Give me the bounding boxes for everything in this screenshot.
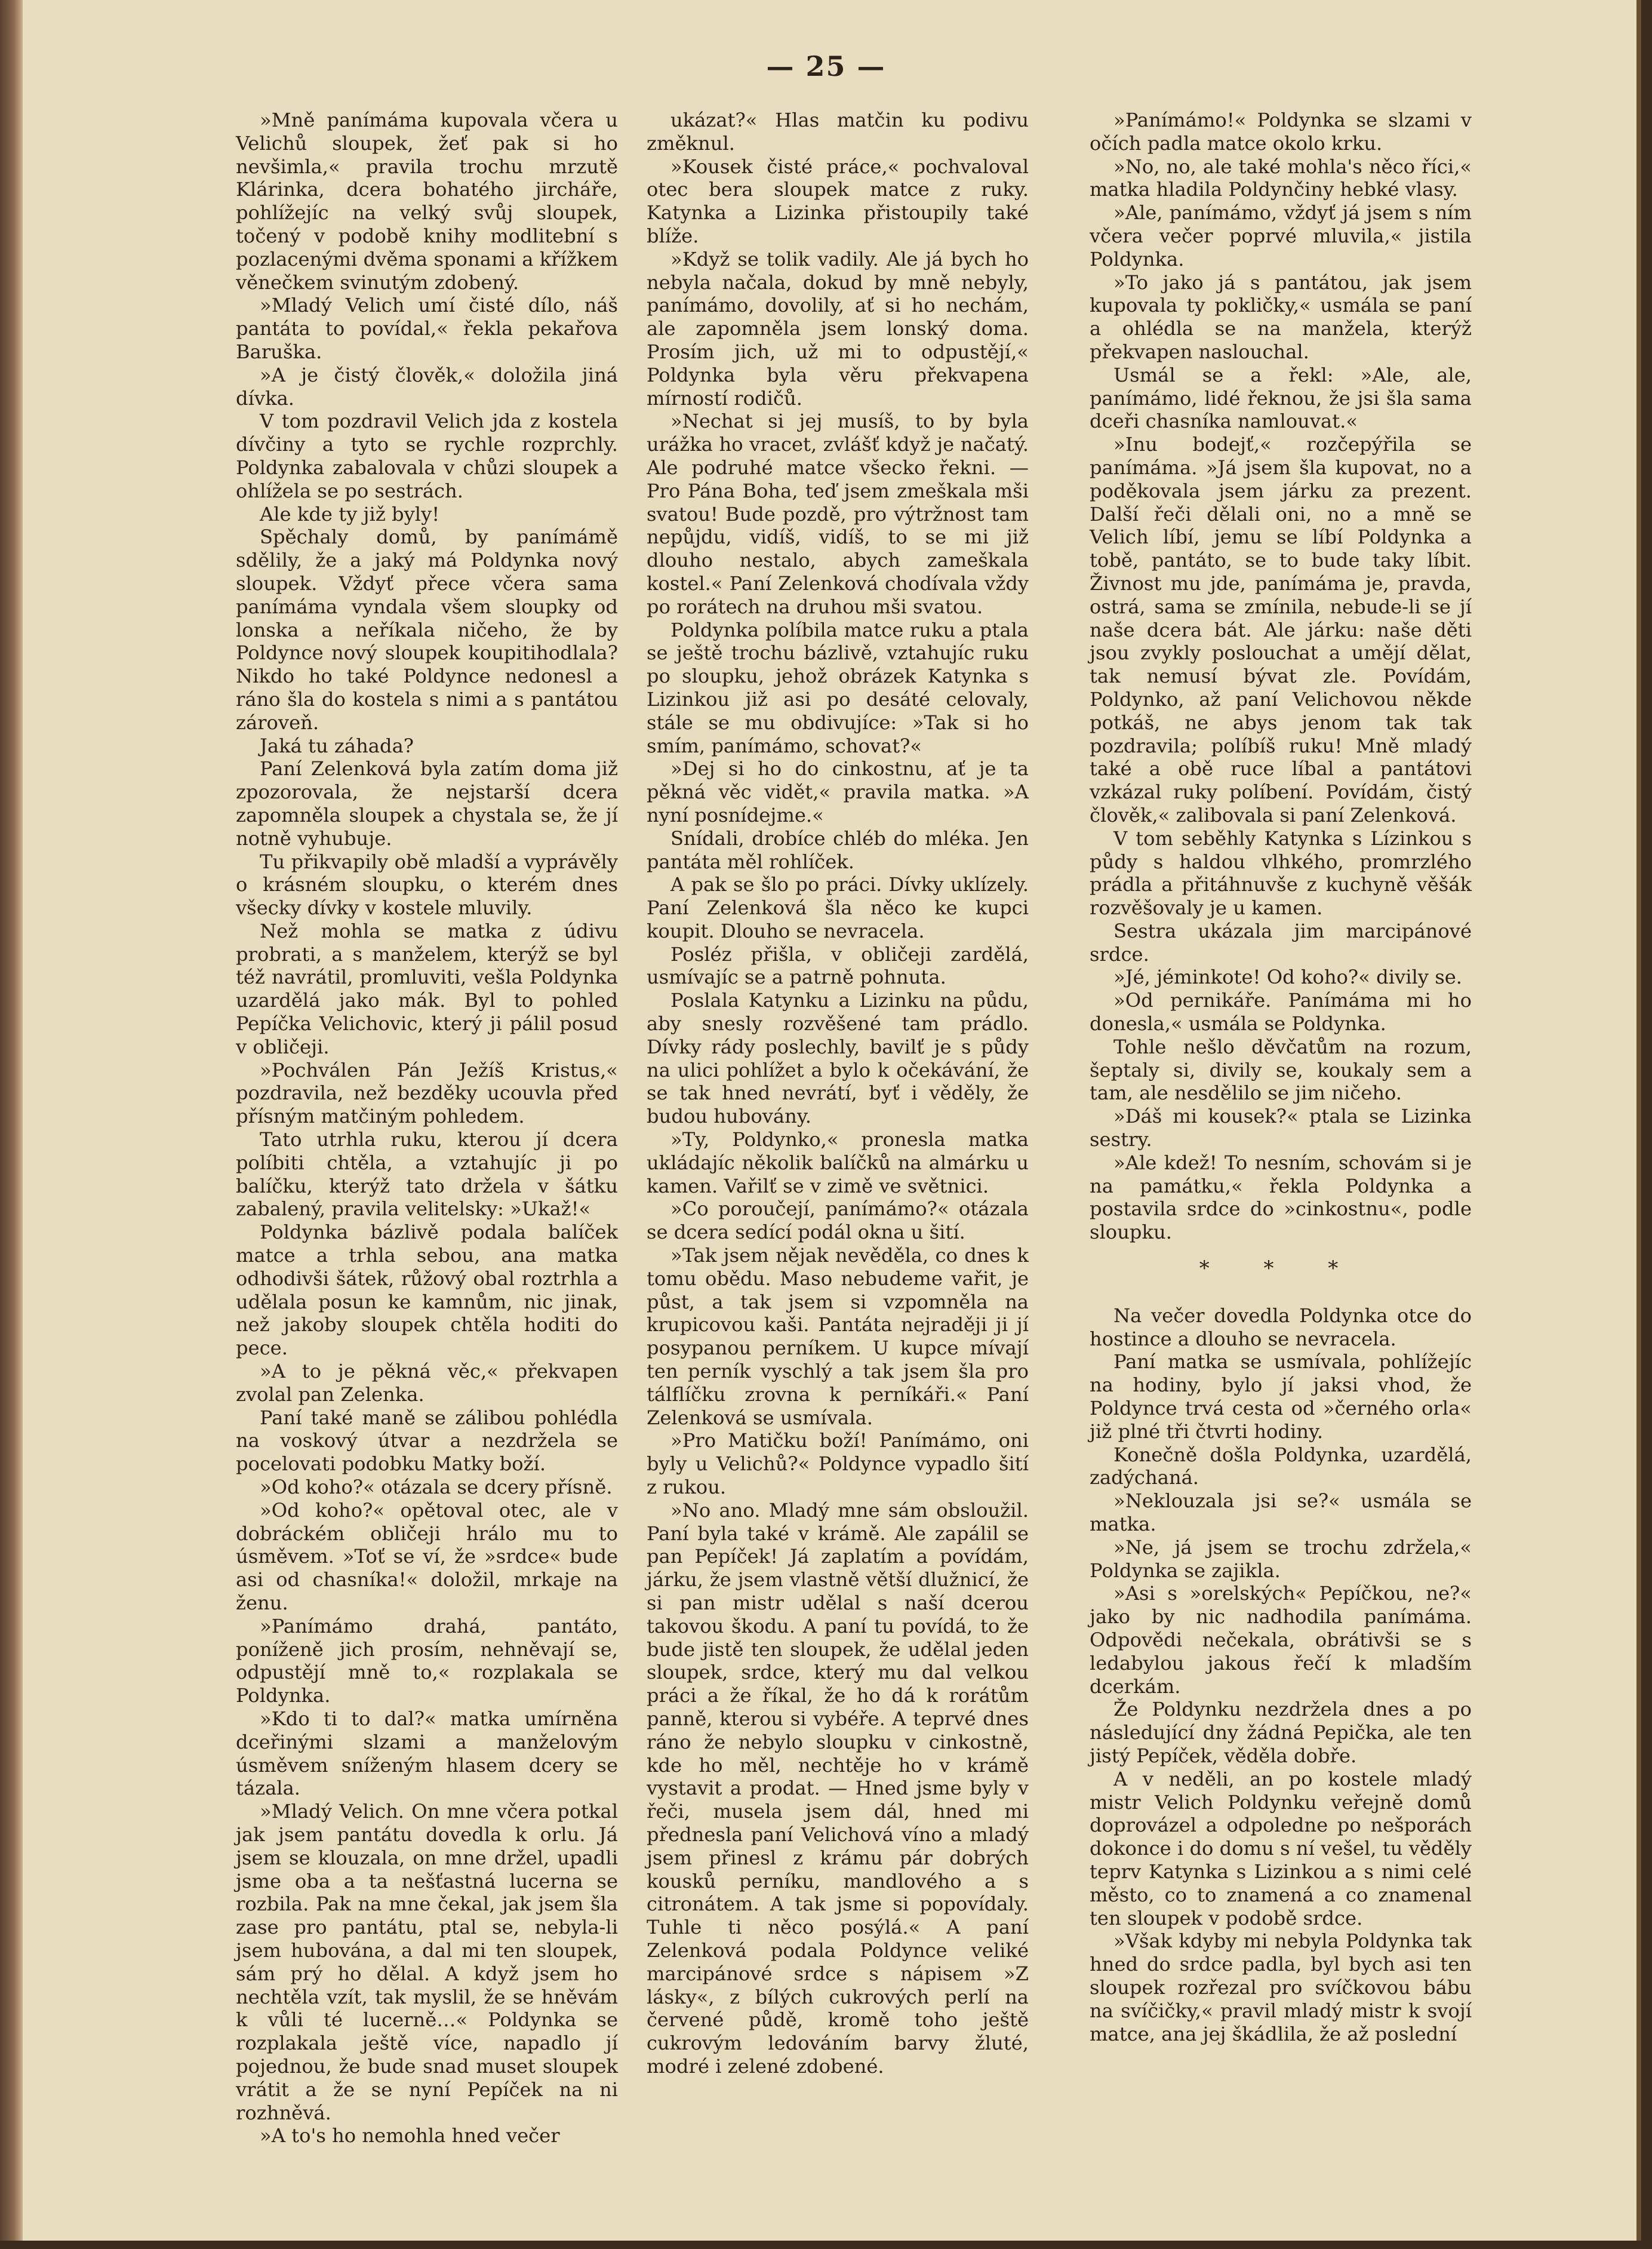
paragraph: Paní Zelenková byla zatím doma již zpozorovala, že nejstarší dcera zapomněla sloupek a chystala se, že jí notně vyhubuje. — [236, 757, 618, 850]
book-binding — [0, 0, 23, 2249]
paragraph: »Neklouzala jsi se?« usmála se matka. — [1090, 1489, 1472, 1536]
paragraph: Paní také maně se zálibou pohlédla na voskový útvar a nezdržela se pocelovati podobku Matky boží. — [236, 1406, 618, 1476]
paragraph: »Ale kdež! To nesním, schovám si je na památku,« řekla Poldynka a postavila srdce do »cinkostnu«, podle sloupku. — [1090, 1151, 1472, 1244]
paragraph: »Co poroučejí, panímámo?« otázala se dcera sedící podál okna u šití. — [647, 1197, 1029, 1244]
paragraph: »No, no, ale také mohla's něco říci,« matka hladila Poldynčiny hebké vlasy. — [1090, 155, 1472, 201]
paragraph: »A to's ho nemohla hned večer — [260, 2124, 560, 2147]
text-column-2 — [647, 109, 1029, 2078]
paragraph: Posléz přišla, v obličeji zardělá, usmívajíc se a patrně pohnuta. — [647, 942, 1029, 989]
paragraph: Ale kde ty již byly! — [260, 502, 440, 526]
paragraph: Poldynka políbila matce ruku a ptala se ještě trochu bázlivě, vztahujíc ruku po sloupku, jehož obrázek Katynka s Lizinkou již asi po desáté celovaly, stále se mu obdivujíce: »Tak si ho smím, panímámo, schovat?« — [647, 618, 1029, 757]
paragraph: »Inu bodejť,« rozčepýřila se panímáma. »Já jsem šla kupovat, no a poděkovala jsem járku za prezent. Další řeči dělali oni, no a mně se Velich líbí, jemu se líbí Poldynka a tobě, pantáto, se to bude taky líbit. Živnost mu jde, panímáma je, pravda, ostrá, sama se zmínila, nebude-li se jí naše dcera bát. Ale járku: naše děti jsou zvykly poslouchat a umějí dělat, tak nemusí bývat zle. Povídám, Poldynko, až paní Velichovou někde potkáš, ne abys jenom tak tak pozdravila; políbíš ruku! Mně mladý také a obě ruce líbal a pantátovi vzkázal ruky políbení. Povídám, čistý člověk,« zalibovala si paní Zelenková. — [1090, 433, 1472, 827]
paragraph: »Dáš mi kousek?« ptala se Lizinka sestry. — [1090, 1105, 1472, 1151]
page-number: — 25 — — [766, 50, 886, 82]
paragraph: »To jako já s pantátou, jak jsem kupovala ty pokličky,« usmála se paní a ohlédla se na manžela, kterýž překvapen naslouchal. — [1090, 271, 1472, 363]
paragraph: Sestra ukázala jim marcipánové srdce. — [1090, 919, 1472, 966]
paragraph: »Však kdyby mi nebyla Poldynka tak hned do srdce padla, byl bych asi ten sloupek rozřezal pro svíčkovou bábu na svíčičky,« pravil mladý mistr k svojí matce, ana jej škádlila, že až poslední — [1090, 1930, 1472, 2045]
paragraph: A pak se šlo po práci. Dívky uklízely. Paní Zelenková šla něco ke kupci koupit. Dlouho se nevracela. — [647, 873, 1029, 942]
paragraph: »Pochválen Pán Ježíš Kristus,« pozdravila, než bezděky ucouvla před přísným matčiným pohledem. — [236, 1058, 618, 1128]
paragraph: »Tak jsem nějak nevěděla, co dnes k tomu obědu. Maso nebudeme vařit, je půst, a tak jsem si vzpomněla na krupicovou kaši. Pantáta nejraději ji jí posypanou perníkem. U kupce mívají ten perník vyschlý a tak jsem šla pro tálflíčku zrovna k perníkáři.« Paní Zelenková se usmívala. — [647, 1244, 1029, 1429]
paragraph: Poslala Katynku a Lizinku na půdu, aby snesly rozvěšené tam prádlo. Dívky rády poslechly, bavilť je s půdy na ulici pohlížet a bylo k očekávání, že se tak hned nevrátí, byť i věděly, že budou hubovány. — [647, 989, 1029, 1128]
paragraph: ukázat?« Hlas matčin ku podivu změknul. — [647, 109, 1029, 155]
paragraph: Tu přikvapily obě mladší a vyprávěly o krásném sloupku, o kterém dnes všecky dívky v kostele mluvily. — [236, 850, 618, 920]
text-column-3 — [1090, 109, 1472, 2045]
paragraph: Na večer dovedla Poldynka otce do hostince a dlouho se nevracela. — [1090, 1304, 1472, 1350]
paragraph: »Pro Matičku boží! Panímámo, oni byly u Velichů?« Poldynce vypadlo šití z rukou. — [647, 1429, 1029, 1499]
paragraph: »Nechat si jej musíš, to by byla urážka ho vracet, zvlášť když je načatý. Ale podruhé matce všecko řekni. — Pro Pána Boha, teď jsem zmeškala mši svatou! Bude pozdě, pro výtržnost tam nepůjdu, vidíš, vidíš, to se mi již dlouho nestalo, abych zameškala kostel.« Paní Zelenková chodívala vždy po rorátech na druhou mši svatou. — [647, 410, 1029, 618]
paragraph: »Mladý Velich umí čisté dílo, náš pantáta to povídal,« řekla pekařova Baruška. — [236, 294, 618, 363]
paragraph: »Ne, já jsem se trochu zdržela,« Poldynka se zajikla. — [1090, 1535, 1472, 1582]
paragraph: Jaká tu záhada? — [260, 734, 414, 757]
right-frame — [1641, 0, 1652, 2249]
section-separator: * * * — [1199, 1256, 1362, 1281]
paragraph: »Od koho?« otázala se dcery přísně. — [260, 1476, 613, 1499]
text-column-1 — [236, 109, 618, 2147]
column-3-after-break — [1090, 1304, 1472, 2046]
paragraph: A v neděli, an po kostele mladý mistr Velich Poldynku veřejně domů doprovázel a odpoledne po nešporách dokonce i do domu s ní vešel, tu věděly teprv Katynka s Lizinkou a s nimi celé město, co to znamená a co znamenal ten sloupek v podobě srdce. — [1090, 1767, 1472, 1930]
right-edge-shadow — [1636, 0, 1641, 2249]
paragraph: Poldynka bázlivě podala balíček matce a trhla sebou, ana matka odhodivši šátek, růžový obal roztrhla a udělala posun ke kamnům, nic jinak, než jakoby sloupek chtěla hoditi do pece. — [236, 1221, 618, 1360]
paragraph: »Kousek čisté práce,« pochvaloval otec bera sloupek matce z ruky. Katynka a Lizinka přistoupily také blíže. — [647, 155, 1029, 247]
paragraph: »Asi s »orelských« Pepíčkou, ne?« jako by nic nadhodila panímáma. Odpovědi nečekala, obrátivši se s ledabylou jakous řečí k mladším dcerkám. — [1090, 1582, 1472, 1698]
paragraph: »Ale, panímámo, vždyť já jsem s ním včera večer poprvé mluvila,« jistila Poldynka. — [1090, 201, 1472, 271]
paragraph: V tom pozdravil Velich jda z kostela dívčiny a tyto se rychle rozprchly. Poldynka zabalovala v chůzi sloupek a ohlížela se po sestrách. — [236, 410, 618, 502]
paragraph: Že Poldynku nezdržela dnes a po následující dny žádná Pepička, ale ten jistý Pepíček, věděla dobře. — [1090, 1698, 1472, 1767]
paragraph: »A to je pěkná věc,« překvapen zvolal pan Zelenka. — [236, 1360, 618, 1406]
paragraph: »Dej si ho do cinkostnu, ať je ta pěkná věc vidět,« pravila matka. »A nyní posnídejme.« — [647, 757, 1029, 827]
paragraph: »A je čistý člověk,« doložila jiná dívka. — [236, 363, 618, 410]
paragraph: »Jé, jéminkote! Od koho?« divily se. — [1113, 966, 1462, 989]
paragraph: »Panímámo!« Poldynka se slzami v očích padla matce okolo krku. — [1090, 109, 1472, 155]
paragraph: Snídali, drobíce chléb do mléka. Jen pantáta měl rohlíček. — [647, 827, 1029, 873]
paragraph: Konečně došla Poldynka, uzardělá, zadýchaná. — [1090, 1443, 1472, 1489]
paragraph: »No ano. Mladý mne sám obsloužil. Paní byla také v krámě. Ale zapálil se pan Pepíček! Já zaplatím a povídám, járku, že jsem vlastně větší dlužnicí, že si pan mistr udělal s naší dcerou takovou škodu. A paní tu povídá, to že bude jistě ten sloupek, že udělal jeden sloupek, srdce, který mu dal velkou práci a že říkal, že ho dá k rorátům panně, kterou si vybéře. A teprvé dnes ráno že nebylo sloupku v cinkostně, kde ho měl, nechtěje ho v krámě vystavit a prodat. — Hned jsme byly v řeči, musela jsem dál, hned mi přednesla paní Velichová víno a mladý jsem přinesl z krámu pár dobrých kousků perníku, mandlového a s citronátem. A tak jsme si popovídaly. Tuhle ti něco posýlá.« A paní Zelenková podala Poldynce veliké marcipánové srdce s nápisem »Z lásky«, z bílých cukrových perlí na červené půdě, kromě toho ještě cukrovým ledováním barvy žluté, modré i zelené zdobené. — [647, 1498, 1029, 2078]
paragraph: »Panímámo drahá, pantáto, poníženě jich prosím, nehněvají se, odpustějí mně to,« rozplakala se Poldynka. — [236, 1614, 618, 1707]
paragraph: Usmál se a řekl: »Ale, ale, panímámo, lidé řeknou, že jsi šla sama dceři chasníka namlouvat.« — [1090, 363, 1472, 433]
paragraph: »Mně panímáma kupovala včera u Velichů sloupek, žeť pak si ho nevšimla,« pravila trochu mrzutě Klárinka, dcera bohatého jircháře, pohlížejíc na velký svůj sloupek, točený v podobě knihy modlitební s pozlacenými dvěma sponami a křížkem věnečkem svinutým zdobený. — [236, 109, 618, 294]
paragraph: »Mladý Velich. On mne včera potkal jak jsem pantátu dovedla k orlu. Já jsem se klouzala, on mne držel, upadli jsme oba a ta nešťastná lucerna se rozbila. Pak na mne čekal, jak jsem šla zase pro pantátu, ptal se, nebyla-li jsem hubována, a dal mi ten sloupek, sám prý ho dělal. A když jsem ho nechtěla vzít, tak myslil, že se hněvám k vůli té lucerně…« Poldynka se rozplakala ještě více, napadlo jí pojednou, že bude snad muset sloupek vrátit a že se nyní Pepíček na ni rozhněvá. — [236, 1800, 618, 2124]
paragraph: Tohle nešlo děvčatům na rozum, šeptaly si, divily se, koukaly sem a tam, ale nesdělilo se jim ničeho. — [1090, 1035, 1472, 1105]
paragraph: »Když se tolik vadily. Ale já bych ho nebyla načala, dokud by mně nebyly, panímámo, dovolily, ať si ho nechám, ale zapomněla jsem lonský doma. Prosím jich, už mi to odpustějí,« Poldynka byla věru překvapena mírností rodičů. — [647, 247, 1029, 410]
paragraph: Než mohla se matka z údivu probrati, a s manželem, kterýž se byl též navrátil, promluviti, vešla Poldynka uzardělá jako mák. Byl to pohled Pepíčka Velichovic, který ji pálil posud v obličeji. — [236, 919, 618, 1058]
paragraph: »Od koho?« opětoval otec, ale v dobráckém obličeji hrálo mu to úsměvem. »Toť se ví, že »srdce« bude asi od chasníka!« doložil, mrkaje na ženu. — [236, 1498, 618, 1614]
paragraph: Spěchaly domů, by panímámě sdělily, že a jaký má Poldynka nový sloupek. Vždyť přece včera sama panímáma vyndala všem sloupky od lonska a neříkala ničeho, že by Poldynce nový sloupek koupitihodlala? Nikdo ho také Poldynce nedonesl a ráno šla do kostela s nimi a s pantátou zároveň. — [236, 526, 618, 734]
paragraph: Paní matka se usmívala, pohlížejíc na hodiny, bylo jí jaksi vhod, že Poldynce trvá cesta od »černého orla« již plné tři čtvrti hodiny. — [1090, 1350, 1472, 1443]
paragraph: V tom seběhly Katynka s Lízinkou s půdy s haldou vlhkého, promrzlého prádla a přitáhnuvše z kuchyně věšák rozvěšovaly je u kamen. — [1090, 827, 1472, 920]
column-3-before-break — [1090, 109, 1472, 1244]
paragraph: »Kdo ti to dal?« matka umírněna dceřinými slzami a manželovým úsměvem sníženým hlasem dcery se tázala. — [236, 1707, 618, 1800]
bottom-frame — [0, 2241, 1652, 2249]
paragraph: »Od pernikáře. Panímáma mi ho donesla,« usmála se Poldynka. — [1090, 989, 1472, 1036]
paragraph: »Ty, Poldynko,« pronesla matka ukládajíc několik balíčků na almárku u kamen. Vařilť se v zimě ve světnici. — [647, 1128, 1029, 1197]
paragraph: Tato utrhla ruku, kterou jí dcera políbiti chtěla, a vztahujíc ji po balíčku, kterýž tato držela v šátku zabalený, pravila velitelsky: »Ukaž!« — [236, 1128, 618, 1221]
